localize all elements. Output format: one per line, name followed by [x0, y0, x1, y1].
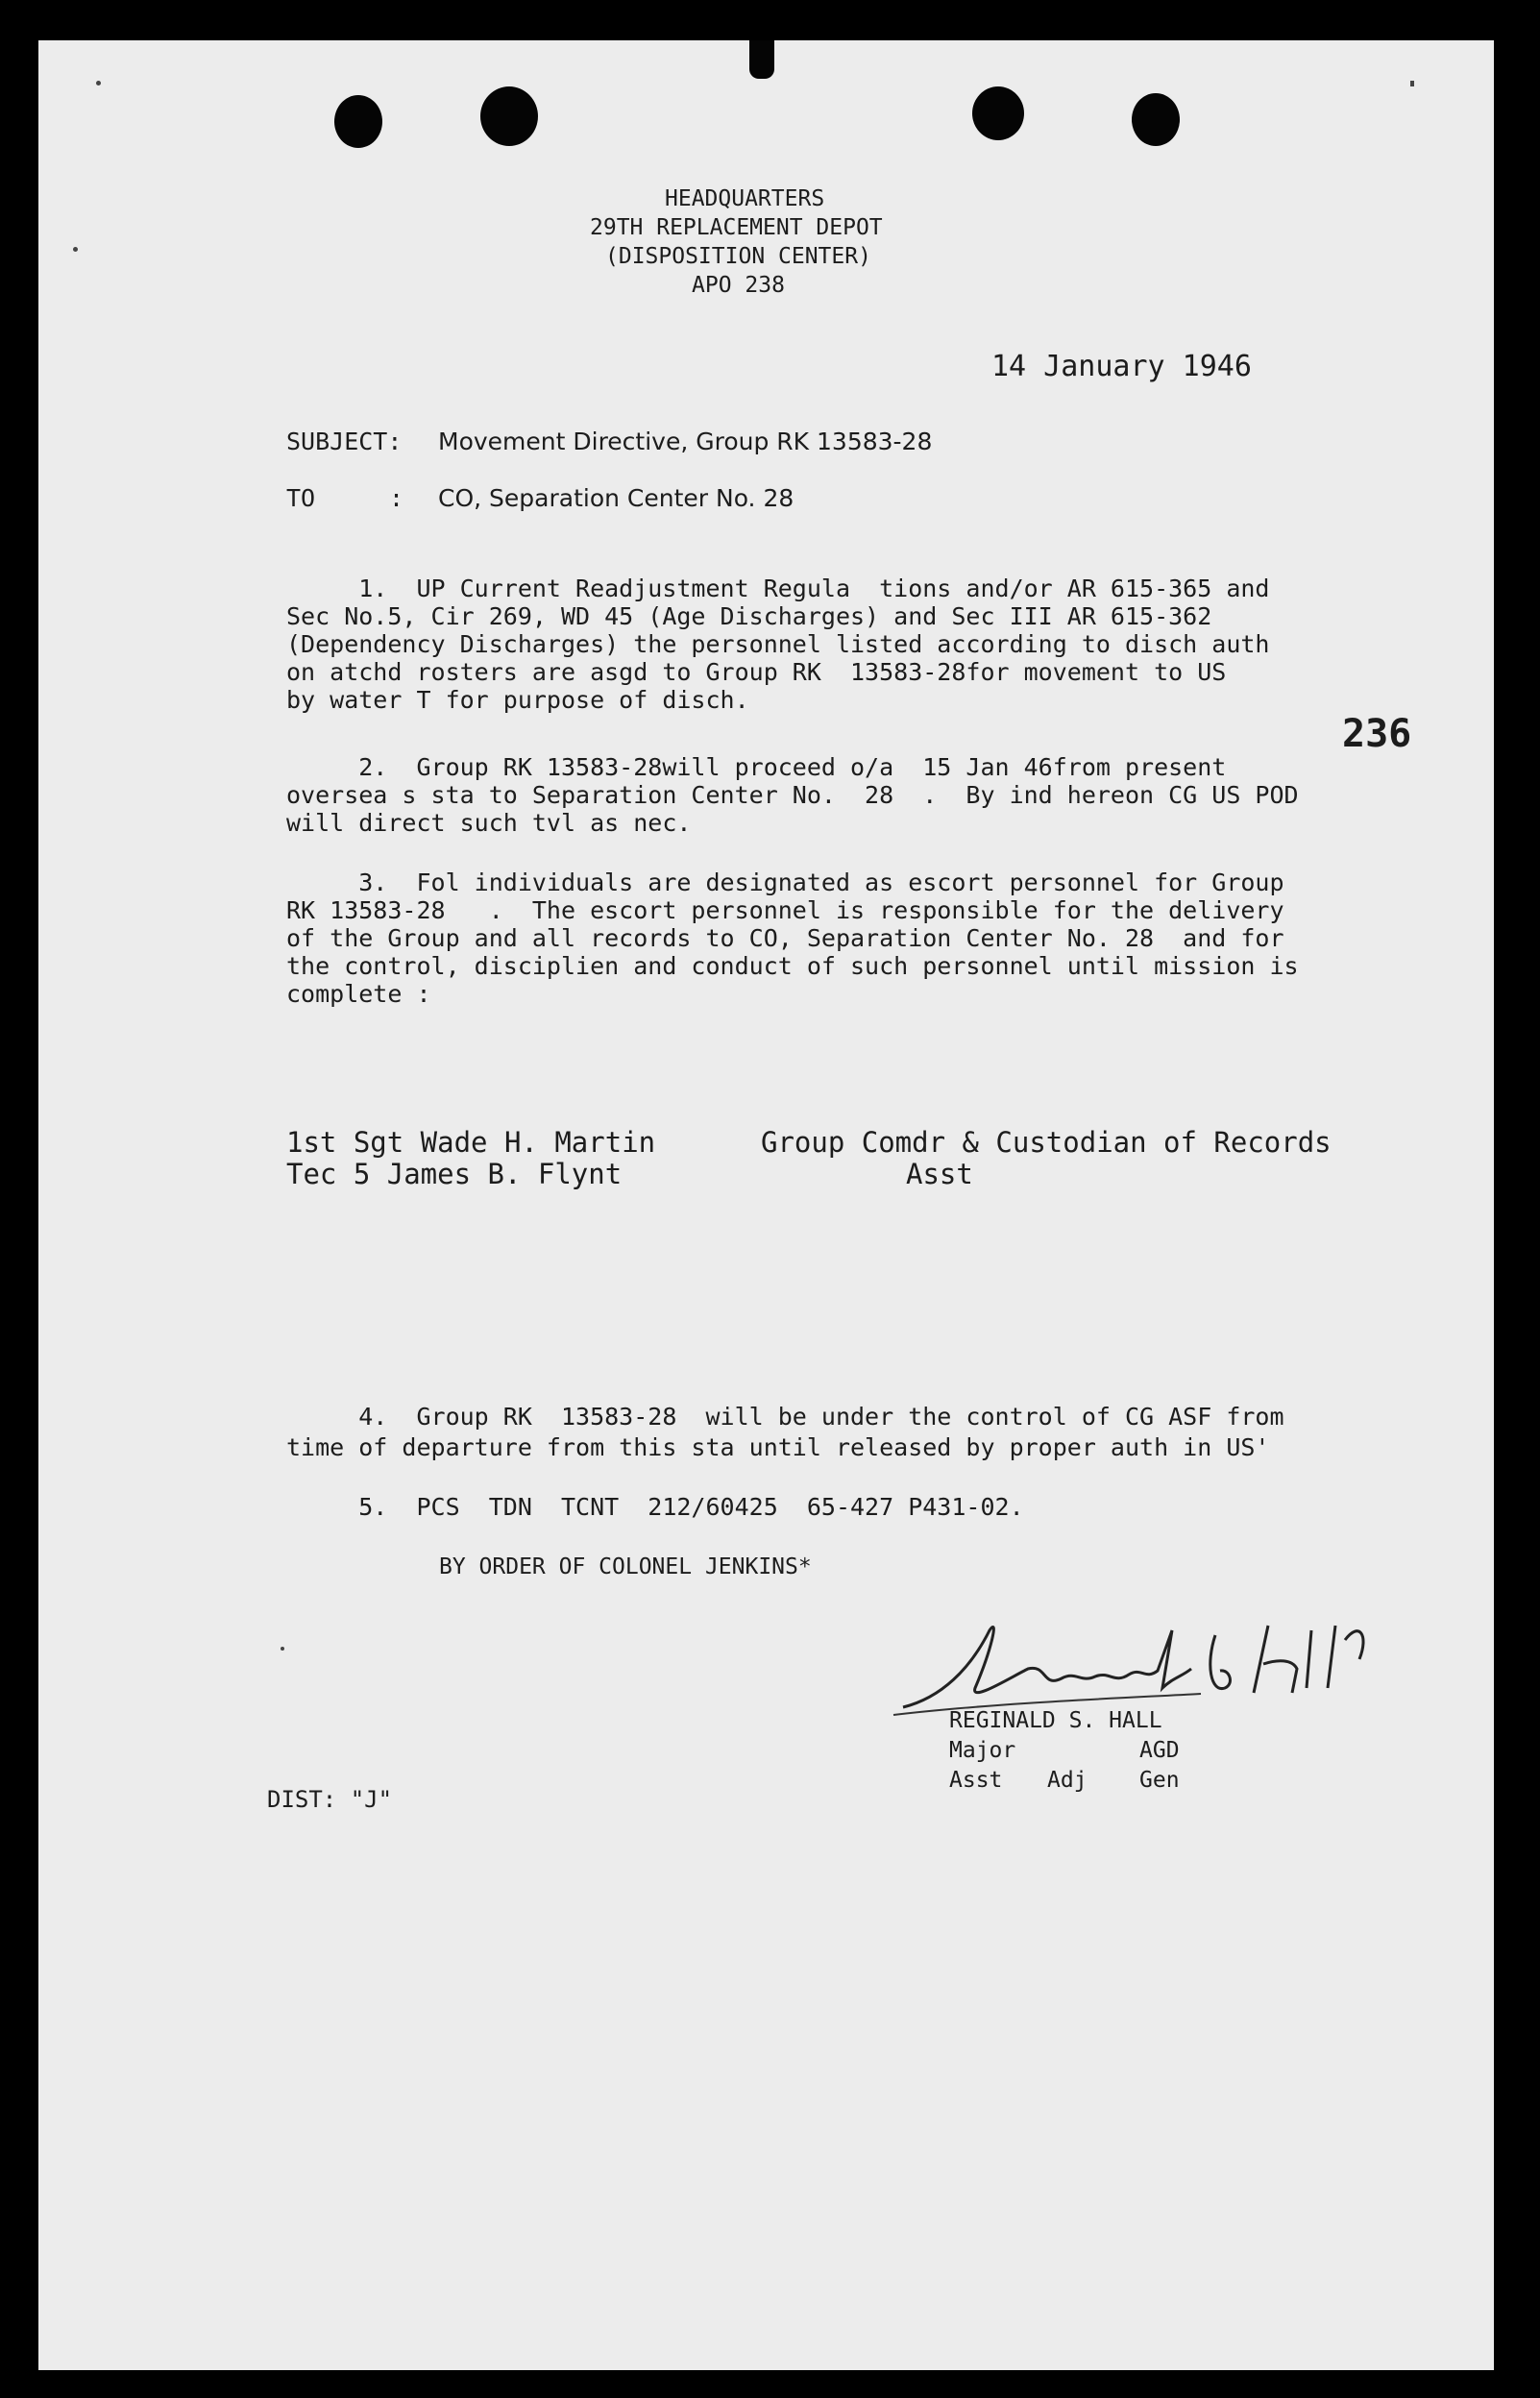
escort-role: Asst [906, 1158, 973, 1190]
punch-hole [334, 95, 382, 148]
paragraph-line: complete : [286, 980, 431, 1008]
signer-title: Gen [1139, 1768, 1180, 1793]
page-number: 236 [1342, 712, 1412, 756]
paragraph-line: oversea s sta to Separation Center No. 28 . By ind hereon CG US POD [286, 781, 1299, 809]
to-text: CO, Separation Center No. 28 [438, 484, 794, 512]
header-line-2: 29TH REPLACEMENT DEPOT [590, 215, 883, 240]
paragraph-5: 5. PCS TDN TCNT 212/60425 65-427 P431-02. [286, 1493, 1024, 1521]
paragraph-line: (Dependency Discharges) the personnel listed according to disch auth [286, 630, 1270, 658]
signer-title: Adj [1047, 1768, 1088, 1793]
paragraph-line: time of departure from this sta until released by proper auth in US' [286, 1433, 1270, 1461]
document-date: 14 January 1946 [991, 350, 1252, 383]
distribution: DIST: "J" [267, 1786, 393, 1813]
stray-mark [281, 1647, 284, 1651]
punch-hole [1132, 93, 1180, 146]
stray-mark [96, 81, 101, 86]
subject-text: Movement Directive, Group RK 13583-28 [438, 428, 933, 455]
punch-hole [972, 86, 1024, 140]
paragraph-line: by water T for purpose of disch. [286, 686, 749, 714]
signer-branch: AGD [1139, 1738, 1180, 1763]
paragraph-line: RK 13583-28 . The escort personnel is responsible for the delivery [286, 896, 1284, 924]
signer-title: Asst [949, 1768, 1003, 1793]
escort-name: Tec 5 James B. Flynt [286, 1158, 623, 1190]
signer-name: REGINALD S. HALL [949, 1708, 1162, 1733]
paragraph-line: Sec No.5, Cir 269, WD 45 (Age Discharges) and Sec III AR 615-362 [286, 602, 1212, 630]
paragraph-line: 4. Group RK 13583-28 will be under the control of CG ASF from [286, 1403, 1284, 1431]
header-line-1: HEADQUARTERS [665, 186, 825, 211]
paragraph-line: 1. UP Current Readjustment Regula tions and/or AR 615-365 and [286, 575, 1270, 602]
stray-mark [1410, 81, 1414, 86]
subject-label: SUBJECT: [286, 428, 403, 455]
paper-notch [749, 40, 774, 79]
paragraph-line: on atchd rosters are asgd to Group RK 13583-28for movement to US [286, 658, 1227, 686]
paragraph-line: the control, disciplien and conduct of such personnel until mission is [286, 952, 1299, 980]
to-label: TO [286, 484, 316, 512]
paragraph-line: 3. Fol individuals are designated as escort personnel for Group [286, 869, 1284, 896]
header-line-4: APO 238 [692, 273, 785, 298]
punch-hole [480, 86, 538, 146]
stray-mark [73, 247, 78, 252]
document-page [38, 40, 1494, 2370]
header-line-3: (DISPOSITION CENTER) [605, 244, 871, 269]
paragraph-line: will direct such tvl as nec. [286, 809, 692, 837]
paragraph-line: of the Group and all records to CO, Separation Center No. 28 and for [286, 924, 1284, 952]
escort-role: Group Comdr & Custodian of Records [761, 1126, 1332, 1159]
escort-name: 1st Sgt Wade H. Martin [286, 1126, 656, 1159]
signer-rank: Major [949, 1738, 1016, 1763]
paragraph-line: 2. Group RK 13583-28will proceed o/a 15 Jan 46from present [286, 753, 1227, 781]
to-separator: : [389, 484, 404, 512]
order-line: BY ORDER OF COLONEL JENKINS* [439, 1554, 812, 1579]
